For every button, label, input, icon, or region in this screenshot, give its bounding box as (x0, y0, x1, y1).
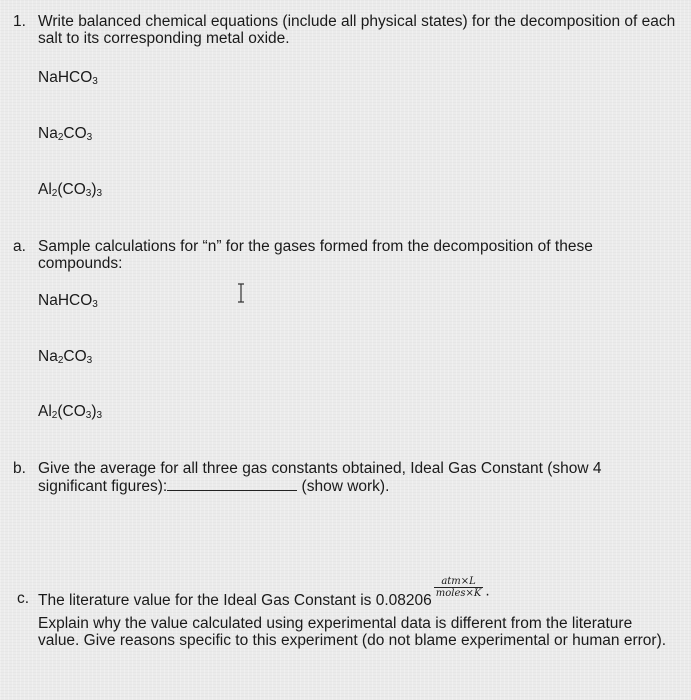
question-c-line1: The literature value for the Ideal Gas Constant is 0.08206 $\frac{\text{atm×L}}{\text{moles×K}}$ . (38, 576, 490, 609)
question-1-number: 1. (13, 13, 26, 30)
answer-blank[interactable] (167, 477, 297, 491)
compound-nahco3: NaHCO$_3$ (38, 69, 98, 87)
compound-nahco3-a: NaHCO$_3$ (38, 292, 98, 310)
compound-al2co33: $Al_2(CO_3)_3$ (38, 181, 103, 199)
gas-constant-units: $\frac{\text{atm×L}}{\text{moles×K}}$ (435, 576, 482, 599)
question-1-text: Write balanced chemical equations (include all physical states) for the decomposition of each salt to its corresponding metal oxide. (38, 13, 676, 47)
compound-al2co33-a: $Al_2(CO_3)_3$ (38, 403, 103, 421)
compound-na2co3: $Na_2CO_3$ (38, 125, 93, 143)
question-a-label: a. (13, 238, 26, 255)
text-cursor-icon (236, 283, 246, 303)
question-b-label: b. (13, 460, 26, 477)
question-c-text: Explain why the value calculated using experimental data is different from the literature value. Give reasons specific to this experiment (do not blame experimental or human error). (38, 615, 667, 649)
question-a-text: Sample calculations for “n” for the gases formed from the decomposition of these compounds: (38, 238, 593, 272)
question-c-label: c. (17, 590, 30, 607)
compound-na2co3-a: $Na_2CO_3$ (38, 348, 93, 366)
question-b-text: Give the average for all three gas constants obtained, Ideal Gas Constant (show 4 significant figures): (show work). (38, 460, 602, 495)
